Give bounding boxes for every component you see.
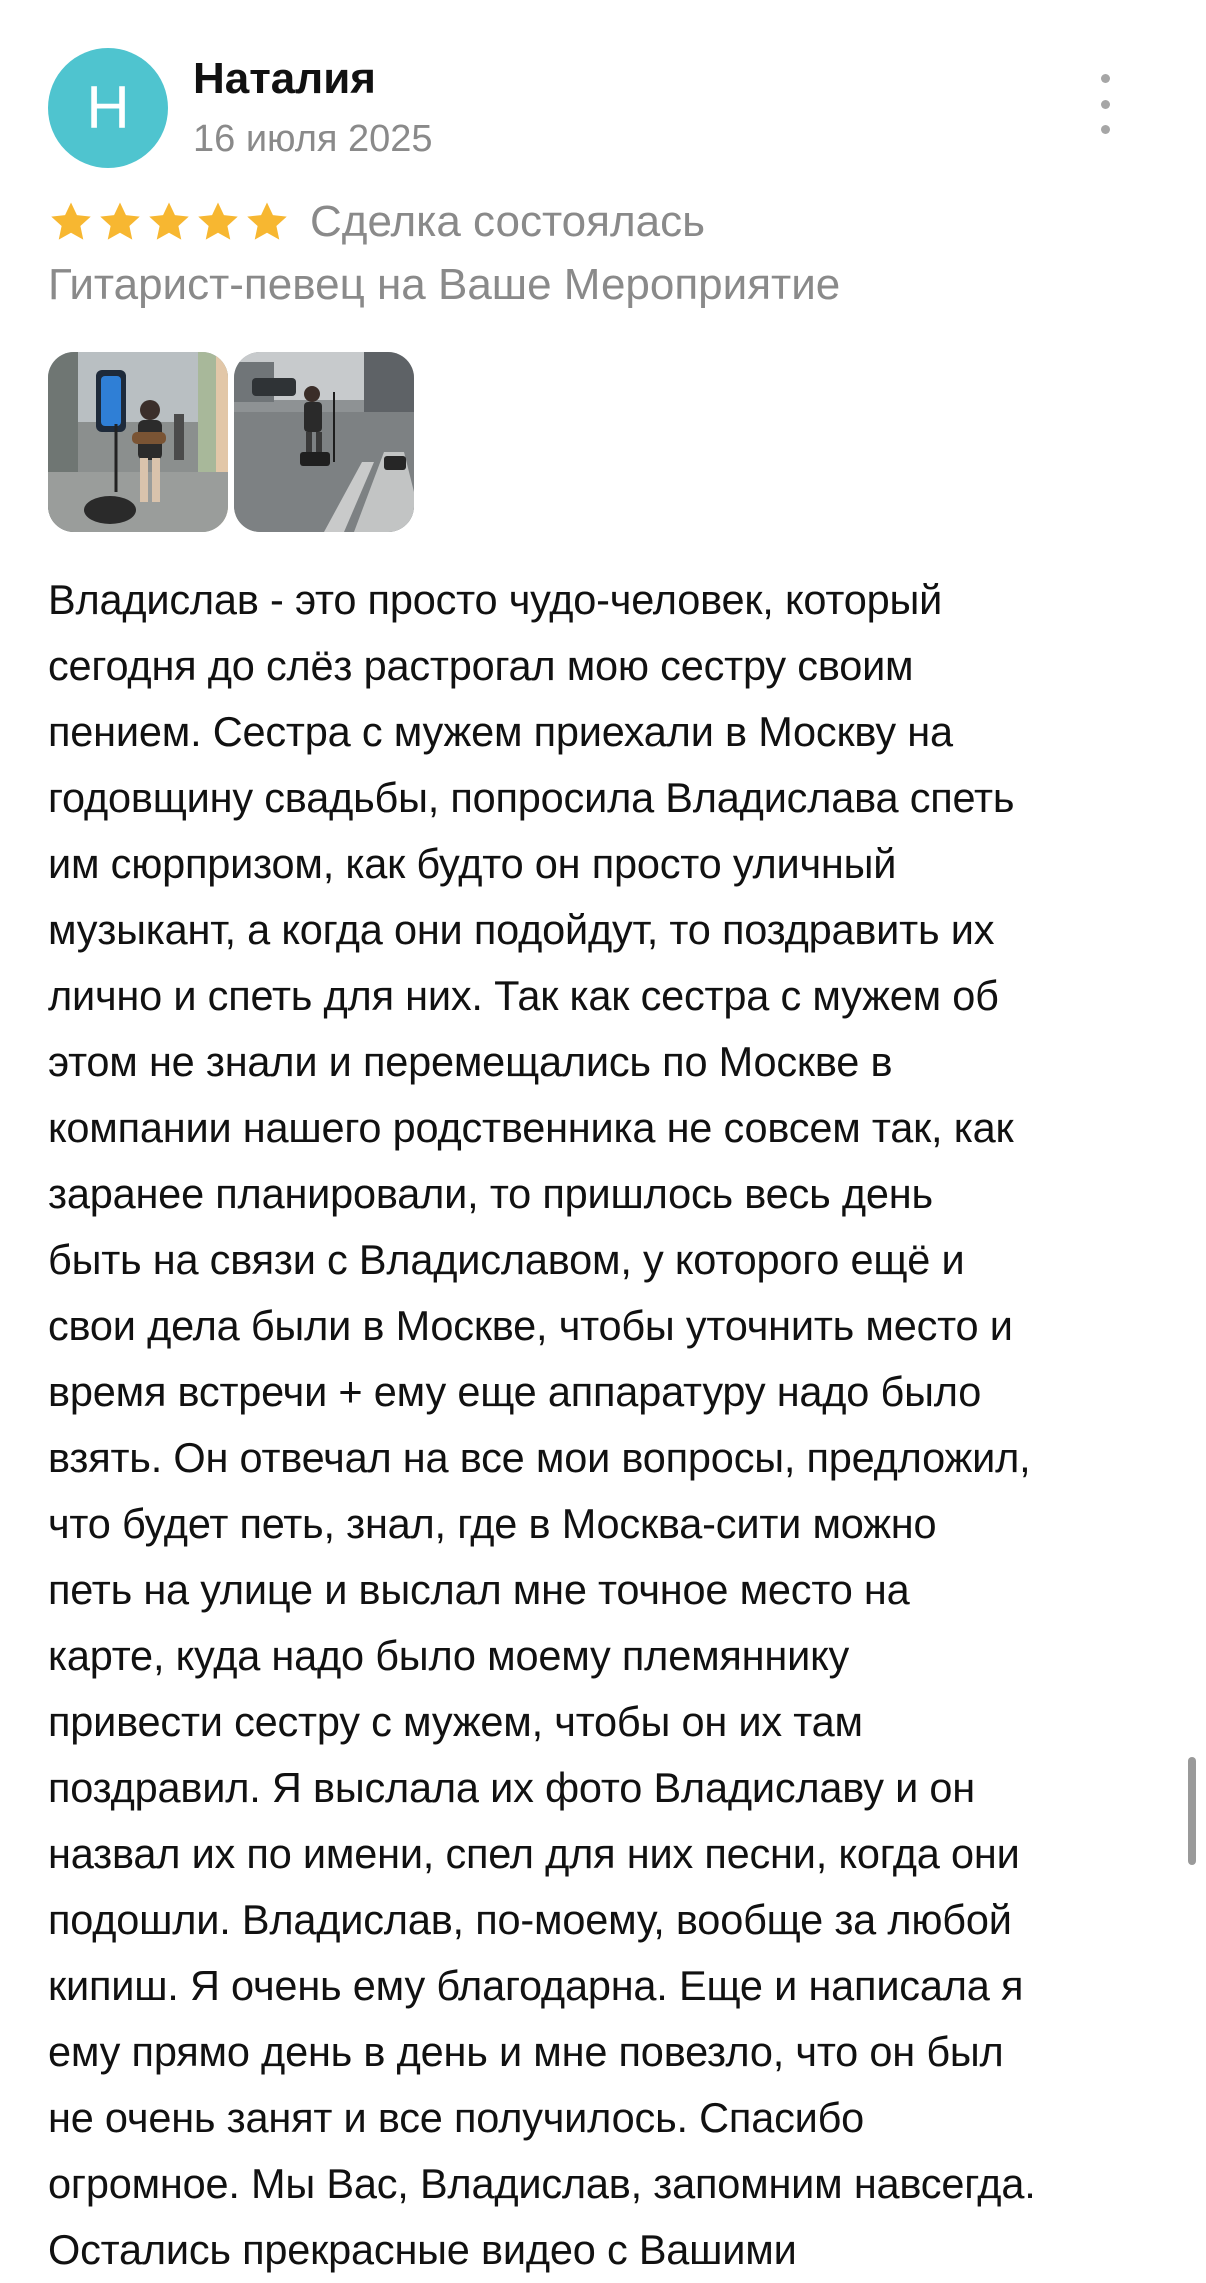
review-text-line: назвал их по имени, спел для них песни, когда они [48, 1830, 1020, 1877]
review-text-line: не очень занят и все получилось. Спасибо [48, 2094, 865, 2141]
review-text-line: ему прямо день в день и мне повезло, что он был [48, 2028, 1004, 2075]
review-text-line: петь на улице и выслал мне точное место на [48, 1566, 910, 1613]
deal-status: Сделка состоялась [310, 197, 706, 246]
review-text-line: пением. Сестра с мужем приехали в Москву на [48, 708, 953, 755]
review-photo-2[interactable] [234, 352, 414, 532]
star-icon [48, 199, 94, 245]
review-text-line: годовщину свадьбы, попросила Владислава спеть [48, 774, 1015, 821]
review-text-line: что будет петь, знал, где в Москва-сити можно [48, 1500, 937, 1547]
review-text-line: карте, куда надо было моему племяннику [48, 1632, 850, 1679]
review-text-line: заранее планировали, то пришлось весь день [48, 1170, 933, 1217]
review-photos [48, 352, 414, 532]
photo-thumbnail-street-performer [48, 352, 228, 532]
review-text-line: Владислав - это просто чудо-человек, который [48, 576, 943, 623]
service-title[interactable]: Гитарист-певец на Ваше Мероприятие [48, 260, 841, 309]
review-text-line: время встречи + ему еще аппаратуру надо было [48, 1368, 982, 1415]
review-text-line: кипиш. Я очень ему благодарна. Еще и написала я [48, 1962, 1024, 2009]
review-text-line: огромное. Мы Вас, Владислав, запомним навсегда. [48, 2160, 1036, 2207]
review-text-line: поздравил. Я выслала их фото Владиславу и он [48, 1764, 975, 1811]
review-text-line: привести сестру с мужем, чтобы он их там [48, 1698, 863, 1745]
review-text [48, 567, 1168, 2283]
more-vertical-icon [1101, 74, 1110, 83]
review-text-line: музыкант, а когда они подойдут, то поздравить их [48, 906, 995, 953]
review-text-line: взять. Он отвечал на все мои вопросы, предложил, [48, 1434, 1031, 1481]
review-text-line: им сюрпризом, как будто он просто уличный [48, 840, 897, 887]
star-icon [146, 199, 192, 245]
more-vertical-icon [1101, 125, 1110, 134]
review-text-line: сегодня до слёз растрогал мою сестру своим [48, 642, 914, 689]
star-icon [97, 199, 143, 245]
photo-thumbnail-city-street [234, 352, 414, 532]
author-name[interactable]: Наталия [193, 54, 376, 103]
scrollbar-thumb[interactable] [1188, 1757, 1196, 1865]
avatar[interactable] [48, 48, 168, 168]
review-text-line: этом не знали и перемещались по Москве в [48, 1038, 893, 1085]
more-vertical-icon [1101, 100, 1110, 109]
star-rating [48, 199, 290, 245]
review-text-line: компании нашего родственника не совсем так, как [48, 1104, 1014, 1151]
review-text-line: подошли. Владислав, по-моему, вообще за любой [48, 1896, 1012, 1943]
rating-row [48, 192, 705, 252]
star-icon [244, 199, 290, 245]
star-icon [195, 199, 241, 245]
review-photo-1[interactable] [48, 352, 228, 532]
review-text-line: лично и спеть для них. Так как сестра с мужем об [48, 972, 999, 1019]
review-text-line: быть на связи с Владиславом, у которого ещё и [48, 1236, 965, 1283]
review-text-line: Остались прекрасные видео с Вашими [48, 2226, 797, 2273]
avatar-initial: Н [86, 74, 130, 141]
review-text-line: свои дела были в Москве, чтобы уточнить место и [48, 1302, 1013, 1349]
review-date: 16 июля 2025 [193, 118, 433, 160]
more-options-button[interactable] [1080, 74, 1130, 134]
